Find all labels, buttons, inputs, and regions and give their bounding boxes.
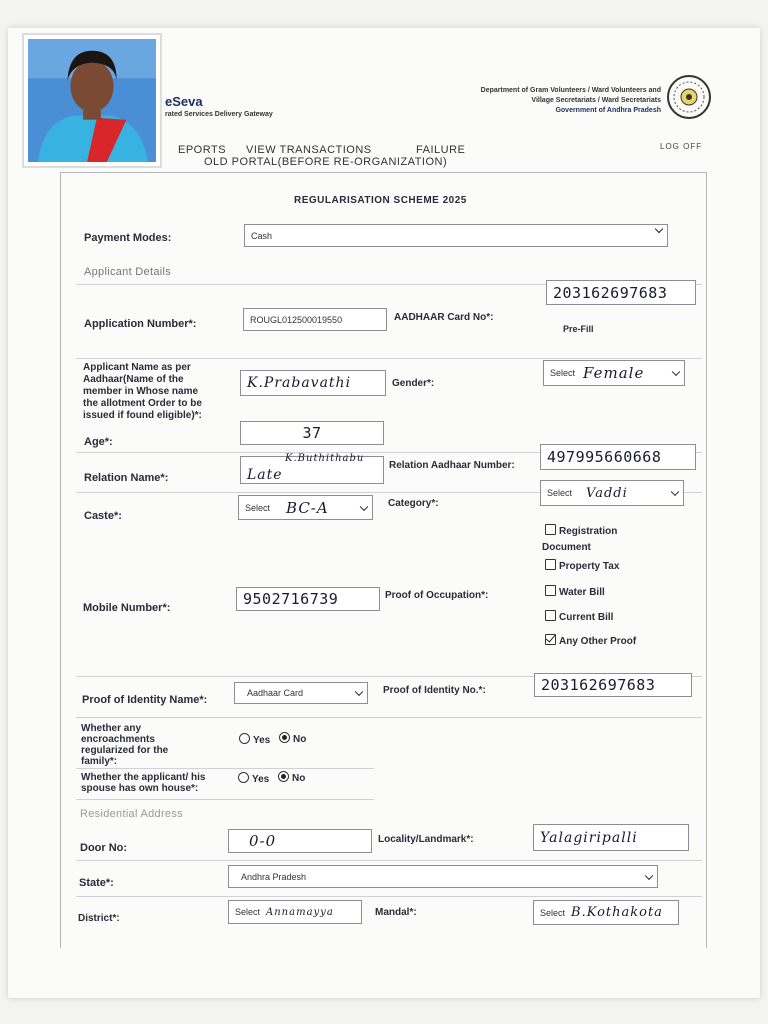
aadhaar-label: AADHAAR Card No*:	[394, 312, 494, 323]
age-input[interactable]	[240, 421, 384, 445]
chevron-down-icon	[360, 502, 368, 510]
nav-failure[interactable]: FAILURE	[416, 144, 466, 156]
encroachments-label: Whether any encroachments regularized for the family*:	[81, 723, 169, 767]
relation-aadhaar-value: 497995660668	[547, 448, 662, 466]
caste-value: BC-A	[286, 498, 329, 517]
door-no-value: 0-0	[249, 832, 277, 850]
relation-name-value: K.Buthithabu	[285, 453, 365, 464]
locality-input[interactable]	[533, 824, 689, 851]
applicant-details-heading: Applicant Details	[84, 266, 172, 278]
application-number-input[interactable]	[243, 308, 387, 331]
occupation-option-any-other-proof[interactable]: Any Other Proof	[545, 634, 636, 647]
mandal-value: B.Kothakota	[571, 905, 663, 920]
pre-fill-link[interactable]: Pre-Fill	[563, 324, 594, 334]
ap-emblem-icon	[666, 74, 712, 120]
aadhaar-value: 203162697683	[553, 283, 668, 302]
locality-label: Locality/Landmark*:	[378, 834, 474, 845]
encroachments-yes-radio[interactable]	[239, 733, 250, 744]
relation-aadhaar-label: Relation Aadhaar Number:	[389, 460, 515, 471]
own-house-no-option[interactable]: No	[278, 771, 305, 784]
chevron-down-icon	[655, 224, 663, 232]
state-value: Andhra Pradesh	[241, 871, 307, 882]
brand-title: eSeva	[165, 94, 203, 109]
government-line: Government of Andhra Pradesh	[555, 107, 661, 114]
mandal-select-placeholder: Select	[540, 907, 566, 918]
caste-select-placeholder: Select	[245, 502, 271, 513]
occupation-option-registration[interactable]: Registration	[545, 524, 617, 537]
occupation-option-property-tax[interactable]: Property Tax	[545, 559, 619, 572]
caste-label: Caste*:	[84, 510, 122, 522]
payment-modes-label: Payment Modes:	[84, 232, 172, 244]
any-other-proof-checkbox[interactable]	[545, 634, 556, 645]
occupation-option-water-bill[interactable]: Water Bill	[545, 585, 605, 598]
relation-name-label: Relation Name*:	[84, 472, 169, 484]
age-value: 37	[302, 424, 322, 442]
category-select-placeholder: Select	[547, 488, 573, 498]
form-title: REGULARISATION SCHEME 2025	[294, 195, 467, 206]
application-number-value: ROUGL012500019550	[250, 314, 343, 325]
applicant-name-value: K.Prabavathi	[247, 375, 352, 391]
proof-occupation-label: Proof of Occupation*:	[385, 590, 489, 601]
proof-identity-no-input[interactable]	[534, 673, 692, 697]
applicant-name-label: Applicant Name as per Aadhaar(Name of the member in Whose name the allotment Order to be issued if found eligible)*:	[83, 362, 202, 421]
gender-value: Female	[583, 364, 645, 382]
proof-identity-name-value: Aadhaar Card	[247, 688, 304, 698]
gender-select-placeholder: Select	[550, 368, 576, 378]
gender-select[interactable]	[543, 360, 685, 386]
state-select[interactable]	[228, 865, 658, 888]
relation-name-input[interactable]	[240, 453, 384, 484]
own-house-label: Whether the applicant/ his spouse has own house*:	[81, 772, 206, 794]
state-label: State*:	[79, 877, 114, 889]
current-bill-checkbox[interactable]	[545, 610, 556, 621]
age-label: Age*:	[84, 436, 113, 448]
own-house-no-radio[interactable]	[278, 771, 289, 782]
chevron-down-icon	[671, 488, 679, 496]
district-label: District*:	[78, 913, 120, 924]
proof-identity-name-select[interactable]	[234, 682, 368, 704]
residential-address-heading: Residential Address	[80, 808, 183, 820]
district-select[interactable]	[228, 900, 362, 924]
applicant-name-input[interactable]	[240, 370, 386, 396]
encroachments-no-option[interactable]: No	[279, 732, 306, 745]
mobile-number-value: 9502716739	[243, 590, 339, 608]
own-house-yes-radio[interactable]	[238, 772, 249, 783]
nav-reports[interactable]: EPORTS	[178, 144, 227, 156]
brand-subtitle: rated Services Delivery Gateway	[165, 111, 273, 118]
chevron-down-icon	[355, 688, 363, 696]
registration-checkbox[interactable]	[545, 524, 556, 535]
encroachments-yes-option[interactable]: Yes	[239, 733, 270, 746]
applicant-photo	[22, 33, 162, 168]
department-line-1: Department of Gram Volunteers / Ward Volunteers and	[480, 87, 661, 94]
chevron-down-icon	[645, 871, 653, 879]
registration-document-text: Document	[542, 542, 591, 553]
occupation-option-current-bill[interactable]: Current Bill	[545, 610, 613, 623]
nav-view-transactions[interactable]: VIEW TRANSACTIONS	[246, 144, 372, 156]
door-no-label: Door No:	[80, 842, 128, 854]
payment-modes-select[interactable]	[244, 224, 668, 247]
chevron-down-icon	[672, 368, 680, 376]
application-number-label: Application Number*:	[84, 318, 197, 330]
applicant-photo-image	[28, 39, 156, 162]
department-line-2: Village Secretariats / Ward Secretariats	[531, 97, 661, 104]
category-value: Vaddi	[586, 485, 628, 501]
gender-label: Gender*:	[392, 378, 435, 389]
caste-select[interactable]	[238, 495, 373, 520]
category-label: Category*:	[388, 498, 439, 509]
proof-identity-no-value: 203162697683	[541, 676, 656, 694]
locality-value: Yalagiripalli	[540, 829, 638, 846]
mobile-number-input[interactable]	[236, 587, 380, 611]
logoff-link[interactable]: LOG OFF	[660, 142, 703, 151]
nav-old-portal[interactable]: OLD PORTAL(BEFORE RE-ORGANIZATION)	[204, 156, 448, 168]
property-tax-checkbox[interactable]	[545, 559, 556, 570]
proof-identity-no-label: Proof of Identity No.*:	[383, 685, 486, 696]
own-house-yes-option[interactable]: Yes	[238, 772, 269, 785]
payment-modes-value: Cash	[251, 230, 273, 241]
proof-identity-name-label: Proof of Identity Name*:	[82, 694, 208, 706]
mandal-label: Mandal*:	[375, 907, 417, 918]
category-select[interactable]	[540, 480, 684, 506]
relation-aadhaar-input[interactable]	[540, 444, 696, 470]
district-select-placeholder: Select	[235, 907, 261, 917]
encroachments-no-radio[interactable]	[279, 732, 290, 743]
mandal-select[interactable]	[533, 900, 679, 925]
water-bill-checkbox[interactable]	[545, 585, 556, 596]
door-no-input[interactable]	[228, 829, 372, 853]
relation-name-prefix: Late	[247, 467, 283, 483]
mobile-number-label: Mobile Number*:	[83, 602, 171, 614]
aadhaar-input[interactable]	[546, 280, 696, 305]
district-value: Annamayya	[266, 906, 334, 918]
